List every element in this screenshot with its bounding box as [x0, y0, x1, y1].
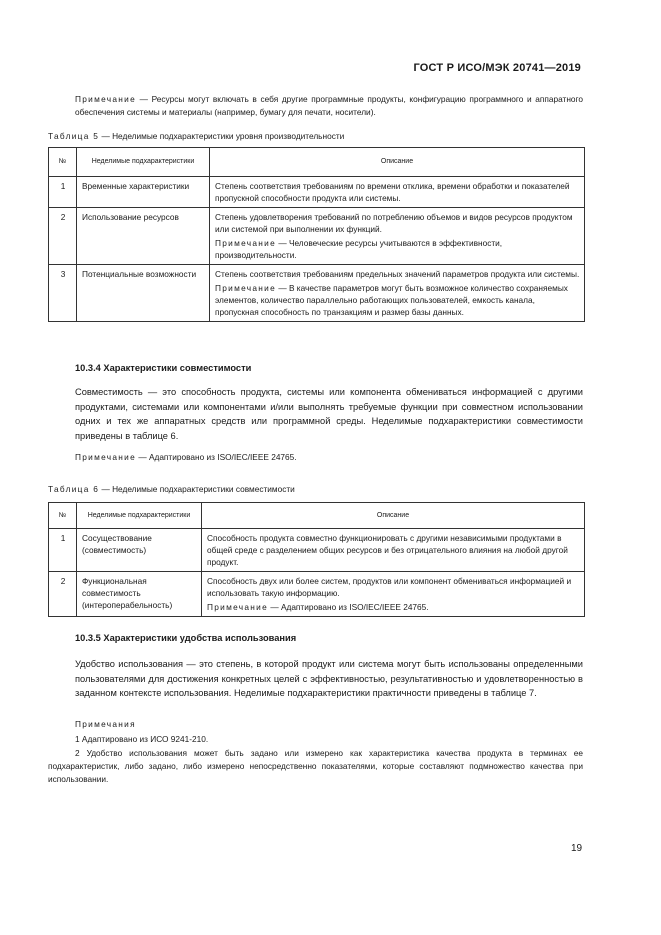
- page-number: 19: [571, 843, 583, 854]
- section-1034-heading: 10.3.4 Характеристики совместимости: [75, 363, 252, 373]
- row-description: [210, 177, 585, 208]
- table6-header-name: Неделимые подхарактеристики: [77, 503, 202, 529]
- table5-header-row: [49, 148, 585, 177]
- document-code-header: ГОСТ Р ИСО/МЭК 20741—2019: [413, 62, 581, 74]
- table5-header-desc: Описание: [210, 148, 585, 177]
- table6-header-num: №: [49, 503, 77, 529]
- row-note-text: — В качестве параметров могут быть возможное количество сохраняемых элементов, количество параллельно работающих пользователей, емкость канала, пропускная способность по транзакциям и размер базы данных.: [215, 283, 568, 317]
- row-note: [207, 601, 580, 613]
- row-note: [215, 237, 580, 261]
- table6: [48, 502, 585, 617]
- row-name: Временные характеристики: [77, 177, 210, 208]
- row-number: 2: [49, 572, 77, 617]
- row-desc-text: Степень удовлетворения требований по потреблению объемов и видов ресурсов продуктом или системой при выполнении их функций.: [215, 212, 573, 234]
- section-1035-heading: 10.3.5 Характеристики удобства использования: [75, 633, 297, 643]
- note-text: — Ресурсы могут включать в себя другие программные продукты, конфигурацию программного и аппаратного обеспечения системы и материалы (например, бумагу для печати, носители).: [75, 94, 583, 117]
- section-1035-note-2: 2 Удобство использования может быть задано или измерено как характеристика качества продукта в терминах ее подхарактеристик, либо задано, либо измерено непосредственно показателями, которые составляют подмножество качества при использовании.: [48, 748, 583, 784]
- row-description: [210, 265, 585, 322]
- row-desc-text: Способность продукта совместно функционировать с другими независимыми продуктами в общей среде с разделением общих ресурсов и без отрицательного влияния на любой другой продукт.: [207, 533, 568, 567]
- table5-caption-label: Таблица 5: [48, 131, 100, 141]
- row-note-text: — Адаптировано из ISO/IEC/IEEE 24765.: [268, 602, 429, 612]
- row-number: 1: [49, 177, 77, 208]
- table-row: [49, 529, 585, 572]
- table6-header-desc: Описание: [202, 503, 585, 529]
- table6-caption: [48, 484, 295, 494]
- row-note-text: — Человеческие ресурсы учитываются в эффективности, производительности.: [215, 238, 503, 260]
- row-number: 2: [49, 208, 77, 265]
- table6-caption-label: Таблица 6: [48, 484, 100, 494]
- table5: [48, 147, 585, 322]
- row-desc-text: Степень соответствия требованиям предельных значений параметров продукта или системы.: [215, 269, 580, 279]
- table5-caption: [48, 131, 344, 141]
- row-desc-text: Степень соответствия требованиям по времени отклика, времени обработки и показателей пропускной способности продукта или системы.: [215, 181, 570, 203]
- row-desc-text: Способность двух или более систем, продуктов или компонент обмениваться информацией и использовать такую информацию.: [207, 576, 572, 598]
- row-note-label: Примечание: [215, 283, 277, 293]
- section-1034-note: [75, 451, 297, 464]
- row-description: [202, 572, 585, 617]
- row-note-label: Примечание: [215, 238, 277, 248]
- section-1035-notes-label: [75, 718, 136, 731]
- row-description: [210, 208, 585, 265]
- table6-header-row: [49, 503, 585, 529]
- table-row: [49, 572, 585, 617]
- section-1034-paragraph: Совместимость — это способность продукта, системы или компонента обмениваться информацией с другими продуктами, системами или компонентами и/или выполнять требуемые функции при совместном использовании одних и тех же аппаратных средств или программной среды. Неделимые подхарактеристики совместимости приведены в таблице 6.: [75, 387, 583, 441]
- table-row: [49, 177, 585, 208]
- notes-label: Примечания: [75, 719, 136, 729]
- table6-caption-text: — Неделимые подхарактеристики совместимости: [99, 484, 295, 494]
- section-1034-body: [75, 385, 583, 443]
- table5-caption-text: — Неделимые подхарактеристики уровня производительности: [99, 131, 345, 141]
- row-note-label: Примечание: [207, 602, 269, 612]
- row-number: 1: [49, 529, 77, 572]
- section-1035-note-1: 1 Адаптировано из ИСО 9241-210.: [75, 734, 209, 744]
- note-label: Примечание: [75, 452, 137, 462]
- row-name: Использование ресурсов: [77, 208, 210, 265]
- note-label: Примечание: [75, 94, 137, 104]
- row-description: [202, 529, 585, 572]
- section-1035-paragraph: Удобство использования — это степень, в которой продукт или система могут быть использованы определенными пользователями для достижения конкретных целей с эффективностью, результативностью и удовлетворенностью в заданном контексте использования. Неделимые подхарактеристики практичности приведены в таблице 7.: [75, 659, 583, 698]
- row-name: Сосуществование (совместимость): [77, 529, 202, 572]
- section-1035-body: [75, 657, 583, 701]
- note-resources: [75, 93, 583, 119]
- table5-header-name: Неделимые подхарактеристики: [77, 148, 210, 177]
- table-row: [49, 208, 585, 265]
- row-note: [215, 282, 580, 318]
- table5-header-num: №: [49, 148, 77, 177]
- row-name: Потенциальные возможности: [77, 265, 210, 322]
- note-text: — Адаптировано из ISO/IEC/IEEE 24765.: [136, 452, 297, 462]
- row-name: Функциональная совместимость (интероперабельность): [77, 572, 202, 617]
- table-row: [49, 265, 585, 322]
- row-number: 3: [49, 265, 77, 322]
